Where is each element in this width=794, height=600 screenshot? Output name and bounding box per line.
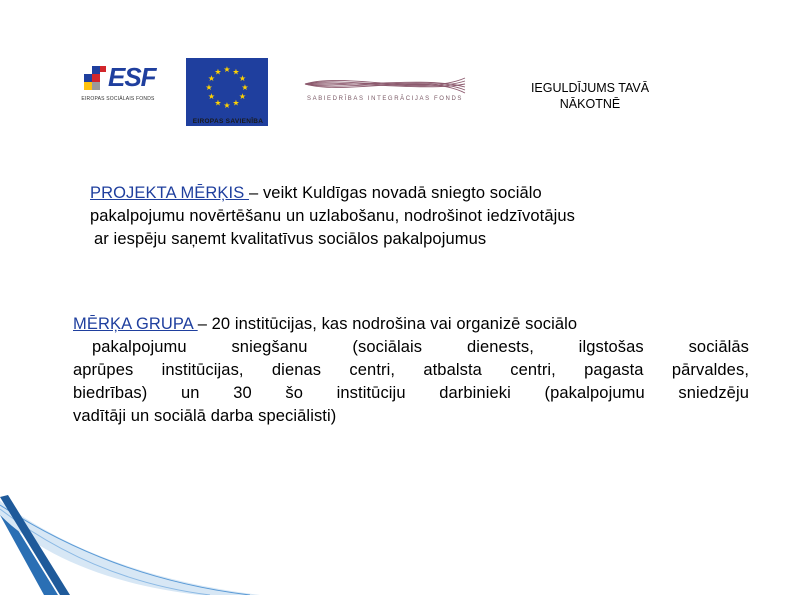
svg-text:★: ★ [205,83,213,92]
eu-caption: EIROPAS SAVIENĪBA [192,118,264,125]
goal-line-1 [90,182,750,205]
target-line-1-text: – 20 institūcijas, kas nodrošina vai organizē sociālo [197,315,578,333]
svg-text:★: ★ [232,67,240,77]
goal-line-1-text: – veikt Kuldīgas novadā sniegto sociālo [249,184,542,202]
svg-text:★: ★ [238,92,247,101]
goal-heading: PROJEKTA MĒRĶIS [90,184,249,202]
corner-decoration [0,495,260,595]
esf-tagline: EIROPAS SOCIĀLAIS FONDS [81,96,155,102]
svg-text:★: ★ [223,65,231,74]
header-line-2: NĀKOTNĒ [559,97,621,111]
header-slogan [500,80,680,112]
sif-logo [300,72,470,108]
target-line-1 [73,313,749,336]
target-heading: MĒRĶA GRUPA [73,315,198,333]
target-group-paragraph [73,313,749,428]
sif-wave-icon [300,72,470,96]
target-line-3: aprūpes institūcijas, dienas centri, atbalsta centri, pagasta pārvaldes, [73,361,749,379]
svg-text:★: ★ [223,101,231,110]
svg-text:★: ★ [207,74,216,83]
swoosh-decoration-icon [0,495,260,595]
sif-caption: SABIEDRĪBAS INTEGRĀCIJAS FONDS [306,96,464,102]
goal-line-2: pakalpojumu novērtēšanu un uzlabošanu, nodrošinot iedzīvotājus [90,207,576,225]
target-line-4: biedrības) un 30 šo institūciju darbinieki (pakalpojumu sniedzēju [73,384,749,402]
target-line-5: vadītāji un sociālā darba speciālisti) [73,407,337,425]
svg-text:★: ★ [241,83,249,92]
project-goal-paragraph [90,182,750,251]
svg-text:★: ★ [238,74,247,83]
goal-line-3: ar iespēju saņemt kvalitatīvus sociālos pakalpojumus [94,230,487,248]
svg-text:★: ★ [214,98,222,108]
esf-mark-text: ESF [108,62,156,92]
header-line-1: IEGULDĪJUMS TAVĀ [530,81,650,95]
svg-text:★: ★ [232,98,240,108]
eu-flag [186,58,268,126]
eu-stars-icon [186,58,268,118]
esf-logo [80,60,180,130]
svg-text:★: ★ [214,67,222,77]
svg-text:★: ★ [207,92,216,101]
target-line-2: pakalpojumu sniegšanu (sociālais dienests, ilgstošas sociālās [92,338,749,356]
